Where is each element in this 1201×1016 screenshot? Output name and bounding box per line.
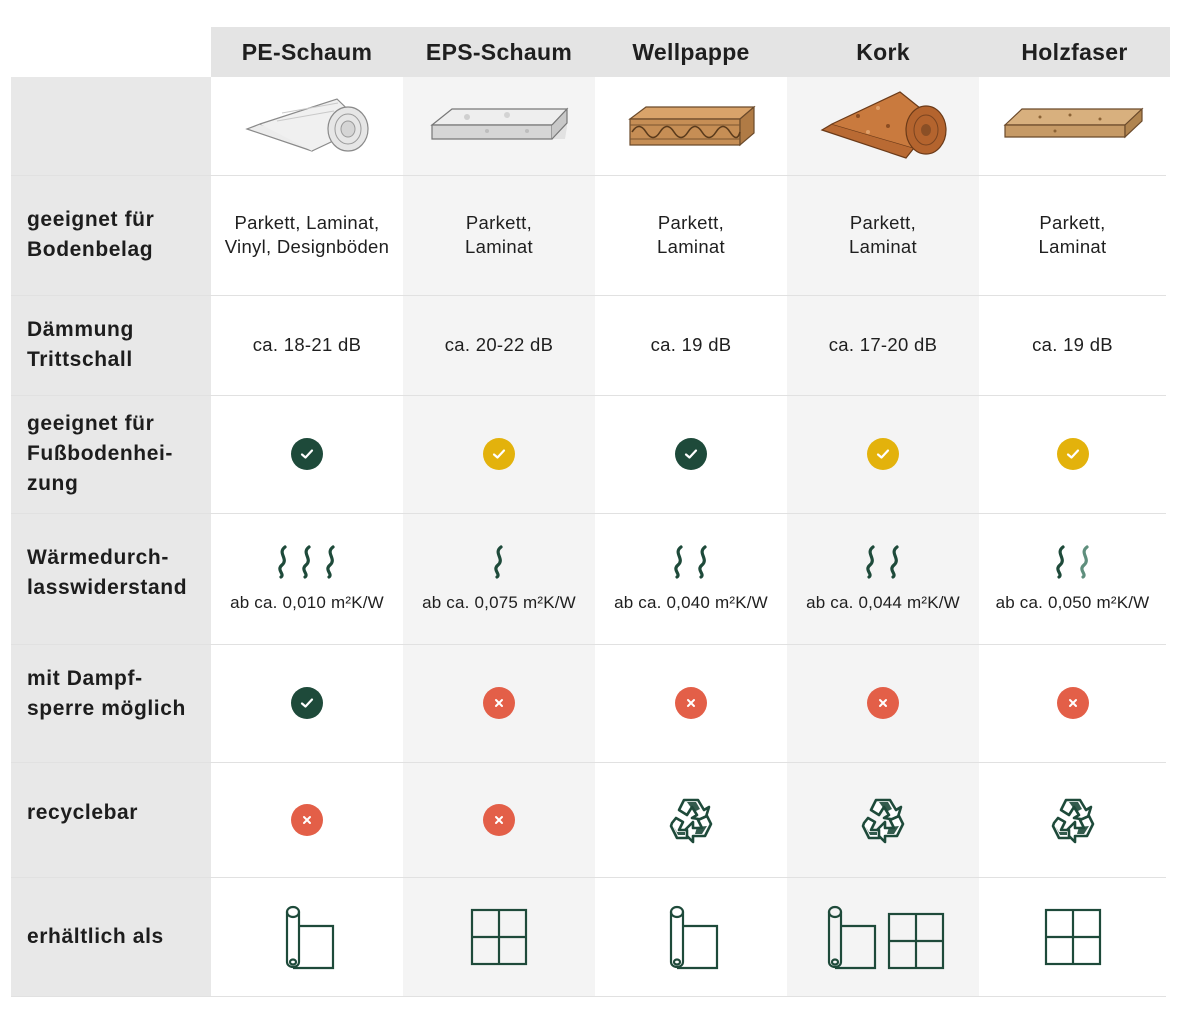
check-icon <box>1057 438 1089 470</box>
table-row-floor-heating <box>11 395 1166 514</box>
wood-fiber-board-image <box>979 77 1166 175</box>
thermal-resistance-value-pe: ab ca. 0,010 m²K/W <box>230 592 384 612</box>
thermal-resistance-value-eps: ab ca. 0,075 m²K/W <box>422 592 576 612</box>
check-icon <box>675 438 707 470</box>
cross-icon <box>483 687 515 719</box>
board-grid-icon <box>470 908 528 966</box>
row-label-floor-heating: geeignet für Fußbodenhei- zung <box>27 412 174 495</box>
impact-sound-value-holzfaser: ca. 19 dB <box>1032 334 1113 355</box>
recycle-icon <box>1047 794 1099 846</box>
product-form-icons <box>279 904 335 970</box>
row-label-recyclable: recyclebar <box>27 801 139 824</box>
board-grid-icon <box>1044 908 1102 966</box>
impact-sound-value-kork: ca. 17-20 dB <box>828 334 938 355</box>
impact-sound-value-wellpappe: ca. 19 dB <box>650 334 732 355</box>
table-row-floor-covering <box>11 175 1166 296</box>
row-label-floor-covering: geeignet für Bodenbelag <box>27 208 155 261</box>
cross-icon <box>1057 687 1089 719</box>
row-label-available-as: erhältlich als <box>27 924 164 948</box>
floor-covering-value-kork: Parkett, Laminat <box>849 212 917 257</box>
recycle-icon <box>857 794 909 846</box>
column-header-pe: PE-Schaum <box>241 38 373 65</box>
eps-foam-board-image <box>403 77 595 175</box>
status-icon <box>291 687 323 719</box>
row-label-vapor-barrier: mit Dampf- sperre möglich <box>27 667 186 720</box>
pe-foam-roll-image <box>211 77 403 175</box>
check-icon <box>483 438 515 470</box>
floor-covering-value-wellpappe: Parkett, Laminat <box>657 212 725 257</box>
table-row-vapor-barrier <box>11 644 1166 763</box>
cork-roll-image <box>787 77 979 175</box>
product-form-icons <box>821 904 945 970</box>
cross-icon <box>675 687 707 719</box>
heat-waves-icon <box>667 545 715 579</box>
heat-waves-icon <box>487 545 511 579</box>
table-row-recyclable <box>11 762 1166 878</box>
thermal-resistance-value-wellpappe: ab ca. 0,040 m²K/W <box>614 592 768 612</box>
column-header-holzfaser: Holzfaser <box>1021 38 1128 65</box>
column-header-eps: EPS-Schaum <box>425 38 573 65</box>
heat-waves-icon <box>1049 545 1097 579</box>
product-form-icons <box>1044 908 1102 966</box>
corrugated-cardboard-image <box>595 77 787 175</box>
impact-sound-value-pe: ca. 18-21 dB <box>252 334 362 355</box>
thermal-resistance-value-kork: ab ca. 0,044 m²K/W <box>806 592 960 612</box>
column-header-wellpappe: Wellpappe <box>632 38 750 65</box>
table-row-available-as <box>11 877 1166 997</box>
cross-icon <box>483 804 515 836</box>
product-form-icons <box>663 904 719 970</box>
row-label-thermal-resistance: Wärmedurch- lasswiderstand <box>27 546 188 599</box>
heat-waves-icon <box>859 545 907 579</box>
table-header <box>211 27 1170 77</box>
product-form-icons <box>470 908 528 966</box>
table-row-thermal-resistance <box>11 513 1166 645</box>
impact-sound-value-eps: ca. 20-22 dB <box>444 334 554 355</box>
column-header-kork: Kork <box>856 38 910 65</box>
floor-covering-value-holzfaser: Parkett, Laminat <box>1038 212 1107 257</box>
thermal-resistance-value-holzfaser: ab ca. 0,050 m²K/W <box>995 592 1150 612</box>
table-row-impact-sound <box>11 295 1166 396</box>
cross-icon <box>867 687 899 719</box>
cross-icon <box>291 804 323 836</box>
recycle-icon <box>665 794 717 846</box>
check-icon <box>867 438 899 470</box>
heat-waves-icon <box>271 545 343 579</box>
check-icon <box>291 438 323 470</box>
roll-icon <box>279 904 335 970</box>
row-label-impact-sound: Dämmung Trittschall <box>27 318 134 371</box>
board-grid-icon <box>887 912 945 970</box>
roll-icon <box>821 904 877 970</box>
floor-covering-value-pe: Parkett, Laminat, Vinyl, Designböden <box>224 212 390 257</box>
floor-covering-value-eps: Parkett, Laminat <box>465 212 533 257</box>
table-row-images <box>11 77 1166 176</box>
roll-icon <box>663 904 719 970</box>
